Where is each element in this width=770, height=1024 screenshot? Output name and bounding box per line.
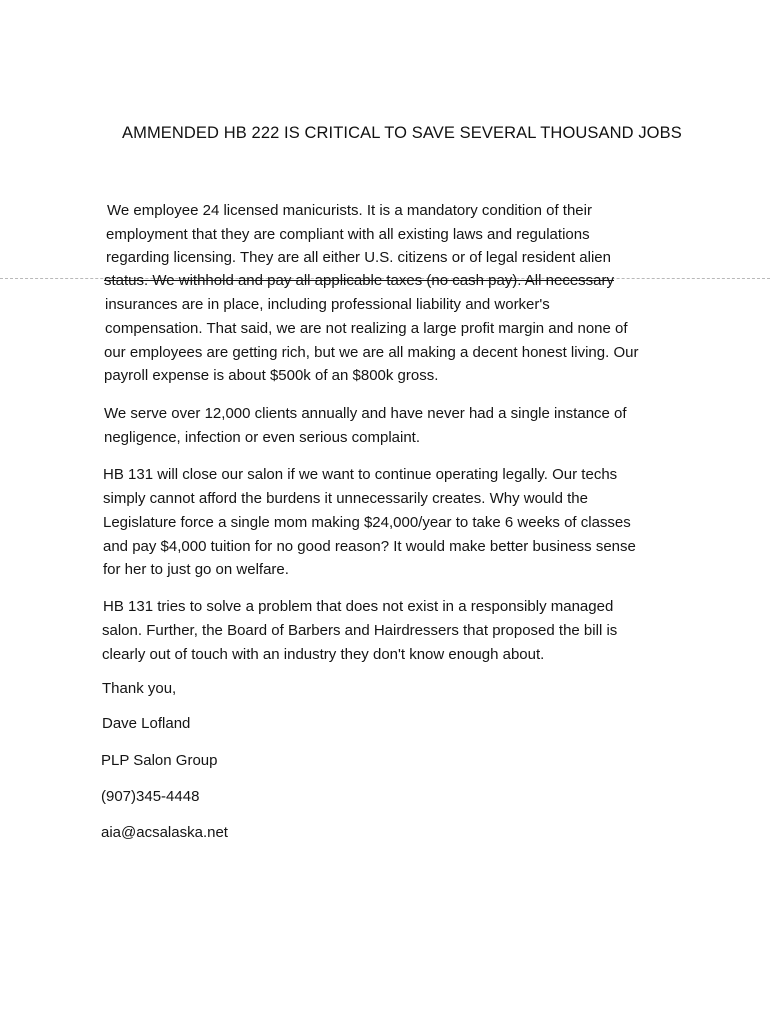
signature-name: Dave Lofland: [102, 715, 191, 732]
paragraph-3-line-4: and pay $4,000 tuition for no good reason? It would make better business sense: [103, 538, 636, 555]
paragraph-1-line-4: status. We withhold and pay all applicable taxes (no cash pay). All necessary: [104, 272, 614, 289]
signature-company: PLP Salon Group: [101, 752, 218, 769]
paragraph-3-line-3: Legislature force a single mom making $24,000/year to take 6 weeks of classes: [103, 514, 631, 531]
paragraph-1-line-2: employment that they are compliant with all existing laws and regulations: [106, 226, 590, 243]
paragraph-4-line-2: salon. Further, the Board of Barbers and Hairdressers that proposed the bill is: [102, 622, 618, 639]
letter-title: AMMENDED HB 222 IS CRITICAL TO SAVE SEVERAL THOUSAND JOBS: [122, 124, 682, 142]
paragraph-1-line-3: regarding licensing. They are all either U.S. citizens or of legal resident alien: [106, 249, 611, 266]
paragraph-1-line-5: insurances are in place, including professional liability and worker's: [105, 296, 550, 313]
paragraph-4-line-1: HB 131 tries to solve a problem that does not exist in a responsibly managed: [103, 598, 614, 615]
paragraph-4-line-3: clearly out of touch with an industry they don't know enough about.: [102, 646, 545, 663]
signature-phone: (907)345-4448: [101, 788, 200, 805]
paragraph-2-line-2: negligence, infection or even serious complaint.: [104, 429, 421, 446]
paragraph-1-line-8: payroll expense is about $500k of an $800k gross.: [104, 367, 439, 384]
paragraph-1-line-1: We employee 24 licensed manicurists. It is a mandatory condition of their: [107, 202, 592, 219]
signature-email: aia@acsalaska.net: [101, 824, 228, 841]
paragraph-3-line-2: simply cannot afford the burdens it unnecessarily creates. Why would the: [103, 490, 588, 507]
paragraph-1-line-7: our employees are getting rich, but we are all making a decent honest living. Our: [104, 344, 639, 361]
paragraph-3-line-5: for her to just go on welfare.: [103, 561, 289, 578]
paragraph-3-line-1: HB 131 will close our salon if we want to continue operating legally. Our techs: [103, 466, 618, 483]
paragraph-1-line-6: compensation. That said, we are not realizing a large profit margin and none of: [105, 320, 628, 337]
paragraph-2-line-1: We serve over 12,000 clients annually and have never had a single instance of: [104, 405, 627, 422]
closing: Thank you,: [102, 680, 177, 697]
